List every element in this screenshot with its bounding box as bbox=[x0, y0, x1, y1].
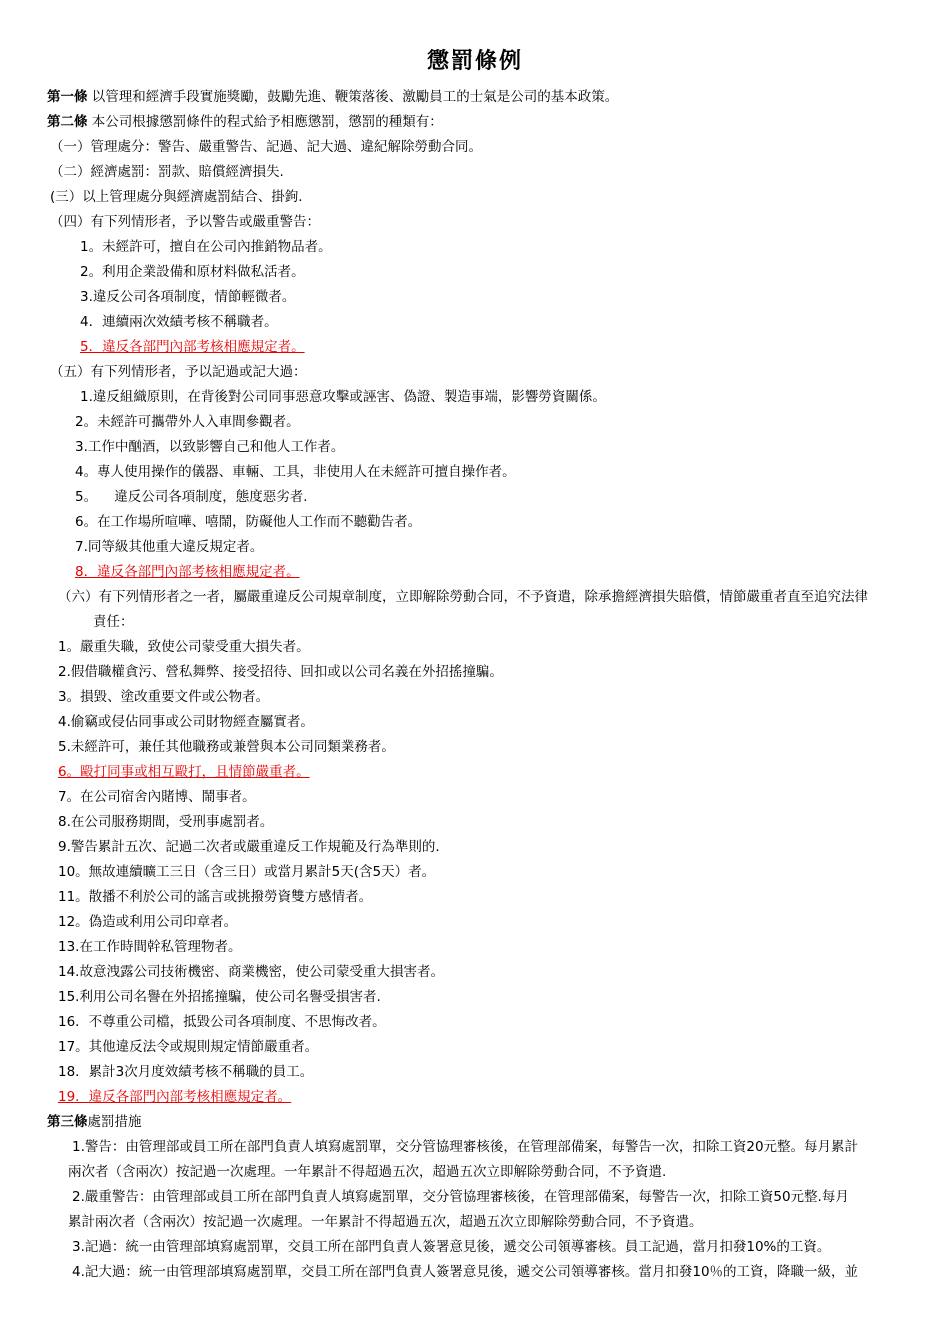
article-3-text: 處罰措施 bbox=[87, 1114, 142, 1130]
list-item: 13.在工作時間幹私管理物者。 bbox=[58, 939, 242, 955]
list-item: 1.違反組織原則，在背後對公司同事惡意攻擊或誣害、偽證、製造事端，影響勞資關係。 bbox=[80, 389, 606, 405]
list-item-highlighted: 19．違反各部門內部考核相應規定者。 bbox=[58, 1089, 292, 1105]
list-item: 10。無故連續曠工三日（含三日）或當月累計5天(含5天）者。 bbox=[58, 864, 436, 880]
list-item: 5.未經許可，兼任其他職務或兼營與本公司同類業務者。 bbox=[58, 739, 395, 755]
measure-4: 4.記大過：統一由管理部填寫處罰單，交員工所在部門負責人簽署意見後，遞交公司領導審核。當月扣發10％的工資，降職一級，並 bbox=[72, 1264, 859, 1280]
article-3 bbox=[47, 1113, 142, 1131]
list-item: 3.工作中酗酒，以致影響自己和他人工作者。 bbox=[75, 439, 345, 455]
list-item: 14.故意洩露公司技術機密、商業機密，使公司蒙受重大損害者。 bbox=[58, 964, 444, 980]
list-item: 11。散播不利於公司的謠言或挑撥勞資雙方感情者。 bbox=[58, 889, 373, 905]
list-item: 4。專人使用操作的儀器、車輛、工具，非使用人在未經許可擅自操作者。 bbox=[75, 464, 516, 480]
article-2-text: 本公司根據懲罰條件的程式給予相應懲罰，懲罰的種類有： bbox=[91, 114, 443, 130]
list-item-highlighted: 5．違反各部門內部考核相應規定者。 bbox=[80, 339, 305, 355]
clause-6: （六）有下列情形者之一者，屬嚴重違反公司規章制度，立即解除勞動合同，不予資遣，除承擔經濟損失賠償，情節嚴重者直至追究法律 bbox=[58, 589, 868, 605]
clause-4: （四）有下列情形者，予以警告或嚴重警告： bbox=[50, 214, 320, 230]
clause-3: (三）以上管理處分與經濟處罰結合、掛鉤. bbox=[50, 189, 303, 205]
clause-2: （二）經濟處罰：罰款、賠償經濟損失. bbox=[50, 164, 284, 180]
list-item-highlighted: 6。毆打同事或相互毆打，且情節嚴重者。 bbox=[58, 764, 310, 780]
measure-3: 3.記過：統一由管理部填寫處罰單，交員工所在部門負責人簽署意見後，遞交公司領導審核。員工記過，當月扣發10%的工資。 bbox=[72, 1239, 831, 1255]
list-item: 1。未經許可，擅自在公司內推銷物品者。 bbox=[80, 239, 332, 255]
list-item: 16．不尊重公司檔，抵毀公司各項制度、不思悔改者。 bbox=[58, 1014, 386, 1030]
measure-1-line-1: 1.警告：由管理部或員工所在部門負責人填寫處罰單，交分管協理審核後，在管理部備案，每警告一次，扣除工資20元整。每月累計 bbox=[72, 1139, 859, 1155]
list-item: 18．累計3次月度效績考核不稱職的員工。 bbox=[58, 1064, 314, 1080]
article-1-label: 第一條 bbox=[47, 89, 88, 105]
article-3-label: 第三條 bbox=[47, 1114, 88, 1130]
list-item: 6。在工作場所喧嘩、嘻鬧，防礙他人工作而不聽勸告者。 bbox=[75, 514, 422, 530]
clause-5: （五）有下列情形者，予以記過或記大過： bbox=[50, 364, 307, 380]
list-item-highlighted: 8．違反各部門內部考核相應規定者。 bbox=[75, 564, 300, 580]
list-item: 9.警告累計五次、記過二次者或嚴重違反工作規範及行為準則的. bbox=[58, 839, 440, 855]
list-item: 2.假借職權貪污、營私舞弊、接受招待、回扣或以公司名義在外招搖撞騙。 bbox=[58, 664, 503, 680]
list-item: 4.偷竊或侵佔同事或公司財物經查屬實者。 bbox=[58, 714, 314, 730]
list-item: 7.同等級其他重大違反規定者。 bbox=[75, 539, 264, 555]
list-item: 3.違反公司各項制度，情節輕微者。 bbox=[80, 289, 296, 305]
measure-1-line-2: 兩次者（含兩次）按記過一次處理。一年累計不得超過五次，超過五次立即解除勞動合同，不予資遣. bbox=[68, 1164, 667, 1180]
list-item: 3。損毀、塗改重要文件或公物者。 bbox=[58, 689, 270, 705]
list-item: 7。在公司宿舍內賭博、鬧事者。 bbox=[58, 789, 256, 805]
article-2 bbox=[47, 113, 443, 131]
article-1-text: 以管理和經濟手段實施獎勵，鼓勵先進、鞭策落後、激勵員工的士氣是公司的基本政策。 bbox=[91, 89, 619, 105]
measure-2-line-2: 累計兩次者（含兩次）按記過一次處理。一年累計不得超過五次，超過五次立即解除勞動合同，不予資遣。 bbox=[68, 1214, 703, 1230]
list-item: 17。其他違反法令或規則規定情節嚴重者。 bbox=[58, 1039, 319, 1055]
measure-2-line-1: 2.嚴重警告：由管理部或員工所在部門負責人填寫處罰單，交分管協理審核後，在管理部備案，每警告一次，扣除工資50元整.每月 bbox=[72, 1189, 849, 1205]
clause-1: （一）管理處分：警告、嚴重警告、記過、記大過、違紀解除勞動合同。 bbox=[50, 139, 482, 155]
list-item: 8.在公司服務期間，受刑事處罰者。 bbox=[58, 814, 274, 830]
list-item: 2。未經許可攜帶外人入車間參觀者。 bbox=[75, 414, 300, 430]
article-2-label: 第二條 bbox=[47, 114, 88, 130]
clause-6-continuation: 責任： bbox=[93, 614, 134, 630]
list-item: 1。嚴重失職，致使公司蒙受重大損失者。 bbox=[58, 639, 310, 655]
article-1 bbox=[47, 88, 618, 106]
list-item: 4．連續兩次效績考核不稱職者。 bbox=[80, 314, 278, 330]
list-item: 12。偽造或利用公司印章者。 bbox=[58, 914, 238, 930]
list-item: 2。利用企業設備和原材料做私活者。 bbox=[80, 264, 305, 280]
list-item: 5。 違反公司各項制度，態度惡劣者. bbox=[75, 489, 308, 505]
document-title: 懲罰條例 bbox=[426, 49, 523, 74]
list-item: 15.利用公司名譽在外招搖撞騙，使公司名譽受損害者. bbox=[58, 989, 381, 1005]
